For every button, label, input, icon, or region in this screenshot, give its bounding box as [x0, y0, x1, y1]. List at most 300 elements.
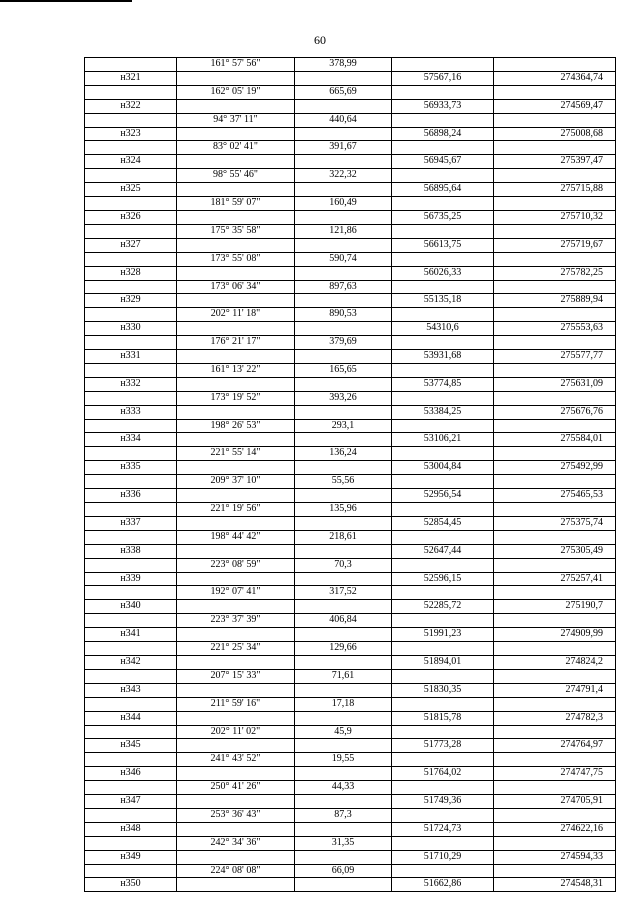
length-cell: 66,09 — [295, 864, 392, 878]
segment-row — [85, 224, 616, 238]
x-cell — [392, 808, 494, 822]
y-cell — [494, 308, 616, 322]
x-cell — [392, 58, 494, 72]
angle-cell: 250° 41' 26" — [177, 781, 295, 795]
length-cell: 378,99 — [295, 58, 392, 72]
x-cell: 51724,73 — [392, 822, 494, 836]
point-row — [85, 683, 616, 697]
angle-cell: 221° 55' 14" — [177, 447, 295, 461]
length-cell: 136,24 — [295, 447, 392, 461]
page-number: 60 — [314, 33, 326, 47]
segment-row — [85, 280, 616, 294]
angle-cell: 175° 35' 58" — [177, 224, 295, 238]
point-row — [85, 155, 616, 169]
point-cell — [85, 419, 177, 433]
x-cell — [392, 530, 494, 544]
point-cell — [85, 586, 177, 600]
x-cell — [392, 141, 494, 155]
length-cell — [295, 405, 392, 419]
point-cell — [85, 781, 177, 795]
top-rule — [0, 0, 132, 2]
angle-cell — [177, 99, 295, 113]
point-cell: н332 — [85, 377, 177, 391]
length-cell: 55,56 — [295, 475, 392, 489]
point-cell: н344 — [85, 711, 177, 725]
y-cell — [494, 419, 616, 433]
length-cell: 135,96 — [295, 503, 392, 517]
y-cell: 275715,88 — [494, 183, 616, 197]
y-cell: 274364,74 — [494, 71, 616, 85]
point-cell — [85, 808, 177, 822]
angle-cell — [177, 155, 295, 169]
y-cell — [494, 169, 616, 183]
point-cell: н335 — [85, 461, 177, 475]
segment-row — [85, 308, 616, 322]
point-cell: н328 — [85, 266, 177, 280]
point-row — [85, 322, 616, 336]
point-row — [85, 405, 616, 419]
point-cell — [85, 697, 177, 711]
angle-cell: 207° 15' 33" — [177, 669, 295, 683]
length-cell — [295, 489, 392, 503]
length-cell — [295, 711, 392, 725]
y-cell — [494, 197, 616, 211]
point-row — [85, 739, 616, 753]
y-cell: 274548,31 — [494, 878, 616, 892]
length-cell: 129,66 — [295, 642, 392, 656]
angle-cell: 161° 57' 56" — [177, 58, 295, 72]
x-cell: 57567,16 — [392, 71, 494, 85]
point-row — [85, 377, 616, 391]
length-cell — [295, 99, 392, 113]
y-cell: 275190,7 — [494, 600, 616, 614]
x-cell — [392, 85, 494, 99]
segment-row — [85, 419, 616, 433]
angle-cell: 176° 21' 17" — [177, 336, 295, 350]
segment-row — [85, 336, 616, 350]
x-cell: 51773,28 — [392, 739, 494, 753]
point-cell: н345 — [85, 739, 177, 753]
angle-cell: 173° 55' 08" — [177, 252, 295, 266]
point-cell: н321 — [85, 71, 177, 85]
angle-cell: 253° 36' 43" — [177, 808, 295, 822]
point-cell — [85, 252, 177, 266]
point-row — [85, 850, 616, 864]
length-cell: 121,86 — [295, 224, 392, 238]
x-cell — [392, 669, 494, 683]
x-cell: 56613,75 — [392, 238, 494, 252]
y-cell: 275889,94 — [494, 294, 616, 308]
point-cell — [85, 336, 177, 350]
segment-row — [85, 503, 616, 517]
angle-cell — [177, 294, 295, 308]
length-cell — [295, 127, 392, 141]
length-cell: 665,69 — [295, 85, 392, 99]
length-cell: 890,53 — [295, 308, 392, 322]
x-cell — [392, 391, 494, 405]
point-row — [85, 127, 616, 141]
angle-cell: 202° 11' 02" — [177, 725, 295, 739]
point-row — [85, 516, 616, 530]
x-cell — [392, 503, 494, 517]
y-cell — [494, 475, 616, 489]
length-cell — [295, 266, 392, 280]
segment-row — [85, 113, 616, 127]
x-cell: 52956,54 — [392, 489, 494, 503]
y-cell: 274782,3 — [494, 711, 616, 725]
angle-cell — [177, 739, 295, 753]
y-cell — [494, 864, 616, 878]
length-cell: 317,52 — [295, 586, 392, 600]
angle-cell — [177, 377, 295, 391]
segment-row — [85, 391, 616, 405]
y-cell: 275492,99 — [494, 461, 616, 475]
angle-cell — [177, 795, 295, 809]
point-cell — [85, 58, 177, 72]
point-cell: н334 — [85, 433, 177, 447]
length-cell — [295, 183, 392, 197]
point-row — [85, 711, 616, 725]
length-cell: 393,26 — [295, 391, 392, 405]
length-cell — [295, 294, 392, 308]
y-cell: 275631,09 — [494, 377, 616, 391]
length-cell: 160,49 — [295, 197, 392, 211]
angle-cell — [177, 600, 295, 614]
coordinates-table — [84, 57, 616, 892]
angle-cell — [177, 655, 295, 669]
point-row — [85, 544, 616, 558]
x-cell — [392, 642, 494, 656]
y-cell: 275008,68 — [494, 127, 616, 141]
point-row — [85, 210, 616, 224]
length-cell — [295, 461, 392, 475]
y-cell: 275584,01 — [494, 433, 616, 447]
y-cell: 274764,97 — [494, 739, 616, 753]
angle-cell — [177, 238, 295, 252]
y-cell — [494, 697, 616, 711]
length-cell: 45,9 — [295, 725, 392, 739]
segment-row — [85, 197, 616, 211]
point-cell — [85, 836, 177, 850]
y-cell — [494, 113, 616, 127]
point-row — [85, 822, 616, 836]
point-cell — [85, 475, 177, 489]
y-cell: 274705,91 — [494, 795, 616, 809]
y-cell: 274569,47 — [494, 99, 616, 113]
length-cell — [295, 210, 392, 224]
y-cell: 275397,47 — [494, 155, 616, 169]
angle-cell — [177, 461, 295, 475]
x-cell: 52596,15 — [392, 572, 494, 586]
angle-cell — [177, 183, 295, 197]
point-cell: н350 — [85, 878, 177, 892]
length-cell: 44,33 — [295, 781, 392, 795]
length-cell — [295, 322, 392, 336]
length-cell — [295, 822, 392, 836]
point-cell: н325 — [85, 183, 177, 197]
length-cell — [295, 655, 392, 669]
point-row — [85, 600, 616, 614]
x-cell — [392, 308, 494, 322]
segment-row — [85, 252, 616, 266]
point-row — [85, 183, 616, 197]
point-cell — [85, 363, 177, 377]
y-cell: 274594,33 — [494, 850, 616, 864]
y-cell — [494, 141, 616, 155]
y-cell — [494, 753, 616, 767]
y-cell — [494, 58, 616, 72]
angle-cell: 211° 59' 16" — [177, 697, 295, 711]
point-row — [85, 294, 616, 308]
length-cell: 293,1 — [295, 419, 392, 433]
x-cell — [392, 697, 494, 711]
segment-row — [85, 558, 616, 572]
point-row — [85, 71, 616, 85]
x-cell — [392, 614, 494, 628]
point-cell: н337 — [85, 516, 177, 530]
point-cell: н322 — [85, 99, 177, 113]
x-cell: 56895,64 — [392, 183, 494, 197]
segment-row — [85, 808, 616, 822]
angle-cell: 242° 34' 36" — [177, 836, 295, 850]
angle-cell — [177, 350, 295, 364]
segment-row — [85, 697, 616, 711]
segment-row — [85, 141, 616, 155]
segment-row — [85, 363, 616, 377]
point-cell: н330 — [85, 322, 177, 336]
y-cell: 274909,99 — [494, 628, 616, 642]
point-cell — [85, 113, 177, 127]
length-cell — [295, 155, 392, 169]
x-cell: 51662,86 — [392, 878, 494, 892]
y-cell — [494, 586, 616, 600]
x-cell — [392, 363, 494, 377]
length-cell — [295, 71, 392, 85]
angle-cell: 209° 37' 10" — [177, 475, 295, 489]
angle-cell: 223° 08' 59" — [177, 558, 295, 572]
angle-cell — [177, 683, 295, 697]
y-cell — [494, 503, 616, 517]
angle-cell: 198° 26' 53" — [177, 419, 295, 433]
angle-cell — [177, 850, 295, 864]
point-cell — [85, 85, 177, 99]
y-cell — [494, 363, 616, 377]
y-cell: 274747,75 — [494, 767, 616, 781]
x-cell — [392, 336, 494, 350]
x-cell: 53931,68 — [392, 350, 494, 364]
angle-cell — [177, 322, 295, 336]
x-cell — [392, 558, 494, 572]
point-cell — [85, 447, 177, 461]
segment-row — [85, 864, 616, 878]
angle-cell — [177, 516, 295, 530]
point-row — [85, 433, 616, 447]
y-cell: 275710,32 — [494, 210, 616, 224]
angle-cell: 173° 06' 34" — [177, 280, 295, 294]
angle-cell: 221° 25' 34" — [177, 642, 295, 656]
angle-cell — [177, 127, 295, 141]
angle-cell — [177, 711, 295, 725]
point-row — [85, 266, 616, 280]
point-row — [85, 767, 616, 781]
x-cell: 52285,72 — [392, 600, 494, 614]
point-cell — [85, 558, 177, 572]
x-cell: 56933,73 — [392, 99, 494, 113]
x-cell: 51815,78 — [392, 711, 494, 725]
x-cell: 56898,24 — [392, 127, 494, 141]
angle-cell — [177, 266, 295, 280]
x-cell: 51749,36 — [392, 795, 494, 809]
segment-row — [85, 669, 616, 683]
length-cell — [295, 433, 392, 447]
y-cell — [494, 530, 616, 544]
length-cell — [295, 628, 392, 642]
angle-cell — [177, 822, 295, 836]
angle-cell: 223° 37' 39" — [177, 614, 295, 628]
length-cell — [295, 600, 392, 614]
point-cell: н339 — [85, 572, 177, 586]
angle-cell — [177, 210, 295, 224]
angle-cell: 162° 05' 19" — [177, 85, 295, 99]
y-cell — [494, 252, 616, 266]
y-cell: 275553,63 — [494, 322, 616, 336]
point-cell: н324 — [85, 155, 177, 169]
y-cell — [494, 224, 616, 238]
segment-row — [85, 530, 616, 544]
segment-row — [85, 85, 616, 99]
x-cell: 51710,29 — [392, 850, 494, 864]
angle-cell: 98° 55' 46" — [177, 169, 295, 183]
length-cell: 322,32 — [295, 169, 392, 183]
length-cell: 590,74 — [295, 252, 392, 266]
y-cell: 275375,74 — [494, 516, 616, 530]
x-cell — [392, 197, 494, 211]
length-cell: 379,69 — [295, 336, 392, 350]
angle-cell: 173° 19' 52" — [177, 391, 295, 405]
point-cell — [85, 753, 177, 767]
x-cell — [392, 836, 494, 850]
segment-row — [85, 642, 616, 656]
point-row — [85, 238, 616, 252]
y-cell: 274622,16 — [494, 822, 616, 836]
angle-cell — [177, 628, 295, 642]
length-cell: 19,55 — [295, 753, 392, 767]
length-cell: 71,61 — [295, 669, 392, 683]
segment-row — [85, 586, 616, 600]
length-cell: 165,65 — [295, 363, 392, 377]
point-cell — [85, 669, 177, 683]
length-cell: 218,61 — [295, 530, 392, 544]
point-cell — [85, 141, 177, 155]
point-cell: н333 — [85, 405, 177, 419]
length-cell — [295, 516, 392, 530]
point-row — [85, 795, 616, 809]
x-cell — [392, 781, 494, 795]
x-cell — [392, 753, 494, 767]
length-cell — [295, 739, 392, 753]
point-cell: н347 — [85, 795, 177, 809]
angle-cell: 192° 07' 41" — [177, 586, 295, 600]
x-cell: 54310,6 — [392, 322, 494, 336]
angle-cell — [177, 405, 295, 419]
angle-cell — [177, 489, 295, 503]
length-cell: 406,84 — [295, 614, 392, 628]
point-cell: н336 — [85, 489, 177, 503]
point-cell — [85, 864, 177, 878]
point-cell — [85, 308, 177, 322]
x-cell — [392, 252, 494, 266]
segment-row — [85, 58, 616, 72]
y-cell — [494, 280, 616, 294]
y-cell — [494, 725, 616, 739]
angle-cell — [177, 433, 295, 447]
point-cell: н340 — [85, 600, 177, 614]
x-cell: 52854,45 — [392, 516, 494, 530]
point-cell — [85, 614, 177, 628]
y-cell — [494, 808, 616, 822]
y-cell — [494, 781, 616, 795]
y-cell: 275465,53 — [494, 489, 616, 503]
segment-row — [85, 725, 616, 739]
y-cell — [494, 336, 616, 350]
x-cell — [392, 419, 494, 433]
segment-row — [85, 753, 616, 767]
point-row — [85, 350, 616, 364]
angle-cell: 181° 59' 07" — [177, 197, 295, 211]
point-cell — [85, 197, 177, 211]
length-cell — [295, 878, 392, 892]
segment-row — [85, 781, 616, 795]
length-cell: 897,63 — [295, 280, 392, 294]
x-cell — [392, 113, 494, 127]
x-cell: 56026,33 — [392, 266, 494, 280]
x-cell: 53004,84 — [392, 461, 494, 475]
x-cell: 53774,85 — [392, 377, 494, 391]
x-cell: 51894,01 — [392, 655, 494, 669]
length-cell: 440,64 — [295, 113, 392, 127]
point-cell — [85, 169, 177, 183]
angle-cell — [177, 544, 295, 558]
x-cell: 56945,67 — [392, 155, 494, 169]
coordinates-table-body — [85, 58, 616, 892]
point-cell: н341 — [85, 628, 177, 642]
point-cell — [85, 530, 177, 544]
x-cell — [392, 475, 494, 489]
point-cell: н346 — [85, 767, 177, 781]
x-cell — [392, 224, 494, 238]
point-row — [85, 878, 616, 892]
length-cell — [295, 767, 392, 781]
point-cell: н342 — [85, 655, 177, 669]
point-cell: н329 — [85, 294, 177, 308]
point-cell: н323 — [85, 127, 177, 141]
angle-cell — [177, 878, 295, 892]
y-cell: 275577,77 — [494, 350, 616, 364]
point-row — [85, 99, 616, 113]
y-cell: 275257,41 — [494, 572, 616, 586]
y-cell — [494, 447, 616, 461]
point-cell — [85, 503, 177, 517]
segment-row — [85, 447, 616, 461]
length-cell: 391,67 — [295, 141, 392, 155]
y-cell: 275782,25 — [494, 266, 616, 280]
length-cell: 70,3 — [295, 558, 392, 572]
x-cell: 56735,25 — [392, 210, 494, 224]
x-cell — [392, 280, 494, 294]
x-cell: 51991,23 — [392, 628, 494, 642]
point-cell: н331 — [85, 350, 177, 364]
point-row — [85, 628, 616, 642]
